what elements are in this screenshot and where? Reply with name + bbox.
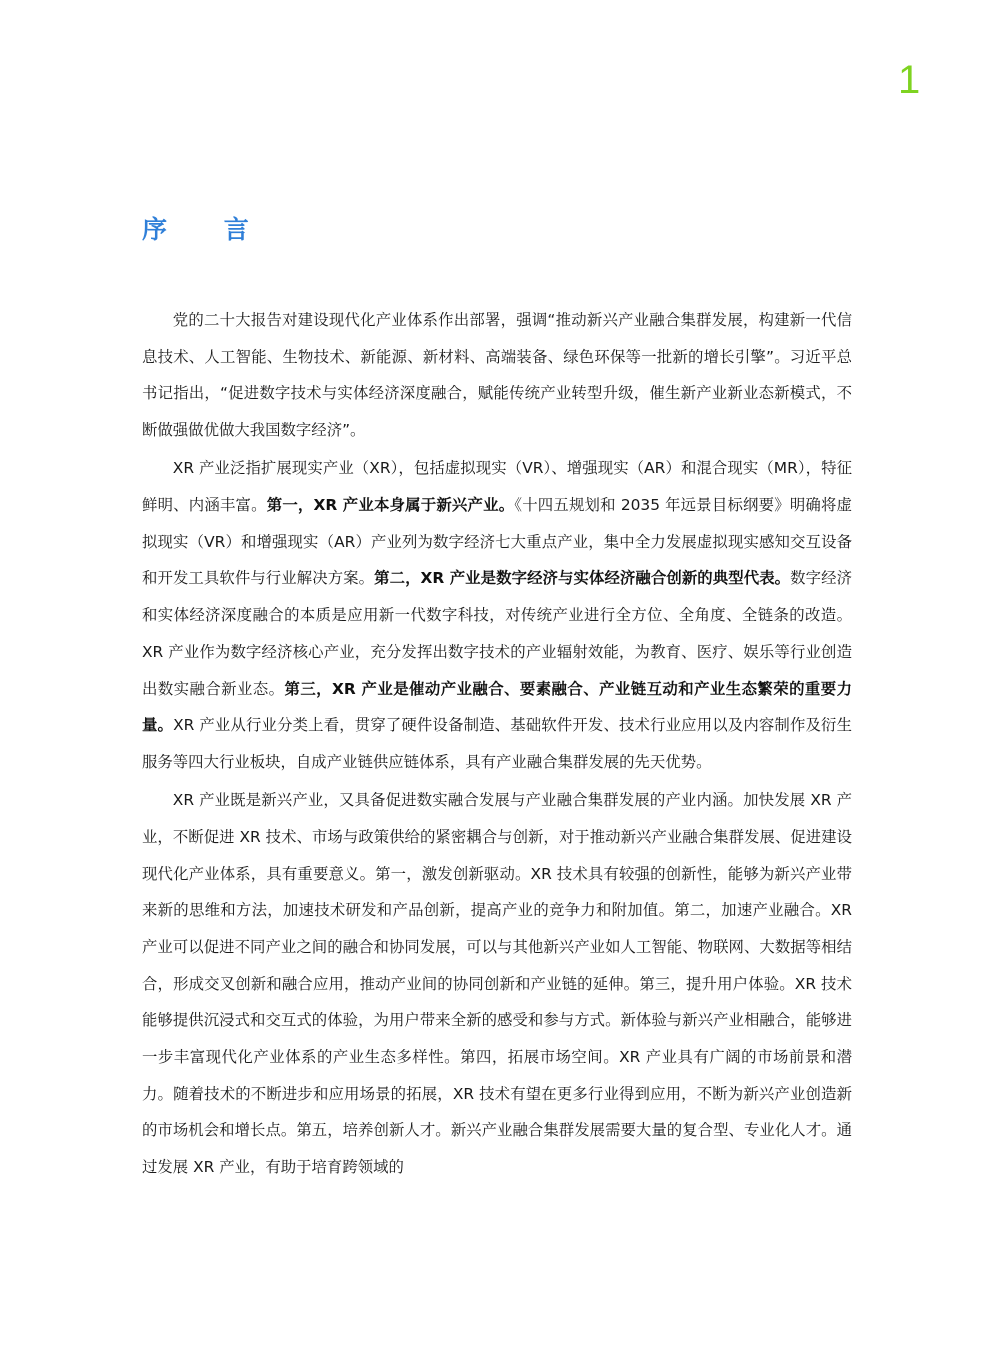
bold-highlight: 第三，XR 产业是催动产业融合、要素融合、产业链互动和产业生态繁荣的重要力量。 xyxy=(142,679,852,735)
paragraph-text: 数字经济和实体经济深度融合的本质是应用新一代数字科技，对传统产业进行全方位、全角度、全链条的改造。XR 产业作为数字经济核心产业，充分发挥出数字技术的产业辐射效能，为教育、医疗、娱乐等行业创造出数实融合新业态。 xyxy=(142,569,852,698)
bold-highlight: 第二，XR 产业是数字经济与实体经济融合创新的典型代表。 xyxy=(374,569,791,588)
body-text xyxy=(142,302,852,1187)
paragraph-text: XR 产业泛指扩展现实产业（XR），包括虚拟现实（VR）、增强现实（AR）和混合现实（MR），特征鲜明、内涵丰富。 xyxy=(142,459,852,515)
bold-highlight: 第一，XR 产业本身属于新兴产业。 xyxy=(266,496,515,515)
paragraph-2 xyxy=(142,450,852,780)
paragraph-1 xyxy=(142,302,852,449)
paragraph-text: 《十四五规划和 2035 年远景目标纲要》明确将虚拟现实（VR）和增强现实（AR）产业列为数字经济七大重点产业，集中全力发展虚拟现实感知交互设备和开发工具软件与行业解决方案。 xyxy=(142,496,852,588)
paragraph-3 xyxy=(142,782,852,1186)
paragraph-text: XR 产业既是新兴产业，又具备促进数实融合发展与产业融合集群发展的产业内涵。加快发展 XR 产业，不断促进 XR 技术、市场与政策供给的紧密耦合与创新，对于推动新兴产业融合集群发展、促进建设现代化产业体系，具有重要意义。第一，激发创新驱动。XR 技术具有较强的创新性，能够为新兴产业带来新的思维和方法，加速技术研发和产品创新，提高产业的竞争力和附加值。第二，加速产业融合。XR 产业可以促进不同产业之间的融合和协同发展，可以与其他新兴产业如人工智能、物联网、大数据等相结合，形成交叉创新和融合应用，推动产业间的协同创新和产业链的延伸。第三，提升用户体验。XR 技术能够提供沉浸式和交互式的体验，为用户带来全新的感受和参与方式。新体验与新兴产业相融合，能够进一步丰富现代化产业体系的产业生态多样性。第四，拓展市场空间。XR 产业具有广阔的市场前景和潜力。随着技术的不断进步和应用场景的拓展，XR 技术有望在更多行业得到应用，不断为新兴产业创造新的市场机会和增长点。第五，培养创新人才。新兴产业融合集群发展需要大量的复合型、专业化人才。通过发展 XR 产业，有助于培育跨领域的 xyxy=(142,791,852,1177)
section-title: 序 言 xyxy=(142,215,273,244)
paragraph-text: 党的二十大报告对建设现代化产业体系作出部署，强调“推动新兴产业融合集群发展，构建新一代信息技术、人工智能、生物技术、新能源、新材料、高端装备、绿色环保等一批新的增长引擎”。习近平总书记指出，“促进数字技术与实体经济深度融合，赋能传统产业转型升级，催生新产业新业态新模式，不断做强做优做大我国数字经济”。 xyxy=(142,311,852,440)
page-number: 1 xyxy=(898,58,921,102)
paragraph-text: XR 产业从行业分类上看，贯穿了硬件设备制造、基础软件开发、技术行业应用以及内容制作及衍生服务等四大行业板块，自成产业链供应链体系，具有产业融合集群发展的先天优势。 xyxy=(142,716,852,771)
